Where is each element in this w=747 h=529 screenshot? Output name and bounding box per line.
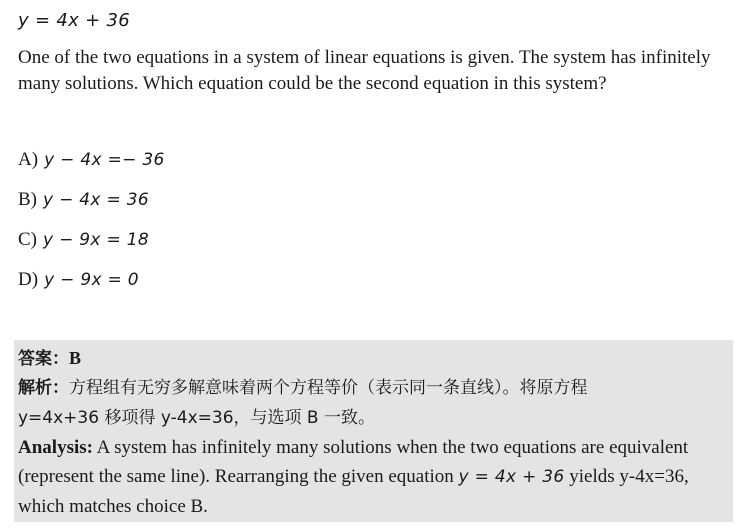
question-text: One of the two equations in a system of linear equations is given. The system has infinitely many solutions. Which equation could be the second equation in this system? [18,47,711,94]
analysis-cn-text-1: 方程组有无穷多解意味着两个方程等价（表示同一条直线）。将原方程 [69,378,588,398]
option-a-equation: y − 4x =− 36 [44,150,165,170]
answer-value: B [69,348,82,368]
analysis-en-text-before: A system has infinitely many solutions when the two equations are equivalent (represent the same line). Rearranging the given equation [18,437,689,487]
option-c[interactable] [18,228,149,252]
option-b-letter: B) [18,189,37,210]
analysis-chinese [18,373,728,433]
option-a-letter: A) [18,149,39,170]
analysis-en-equation: y = 4x + 36 [458,467,565,487]
option-b[interactable] [18,188,149,212]
option-b-equation: y − 4x = 36 [43,190,149,210]
option-c-equation: y − 9x = 18 [43,230,149,250]
option-d[interactable] [18,268,139,292]
answer-line [18,344,81,369]
given-equation: y = 4x + 36 [18,10,131,31]
answer-label: 答案： [18,349,69,369]
option-a[interactable] [18,148,165,172]
option-c-letter: C) [18,229,37,250]
analysis-en-text-after: yields y-4x=36, which matches choice B. [18,466,689,517]
answer-explanation-panel [14,340,733,522]
analysis-cn-label: 解析： [18,378,69,398]
analysis-en-label: Analysis: [18,437,93,458]
analysis-english [18,433,730,521]
analysis-cn-text-2: y=4x+36 移项得 y-4x=36，与选项 B 一致。 [18,408,375,428]
option-d-letter: D) [18,269,39,290]
option-d-equation: y − 9x = 0 [44,270,139,290]
